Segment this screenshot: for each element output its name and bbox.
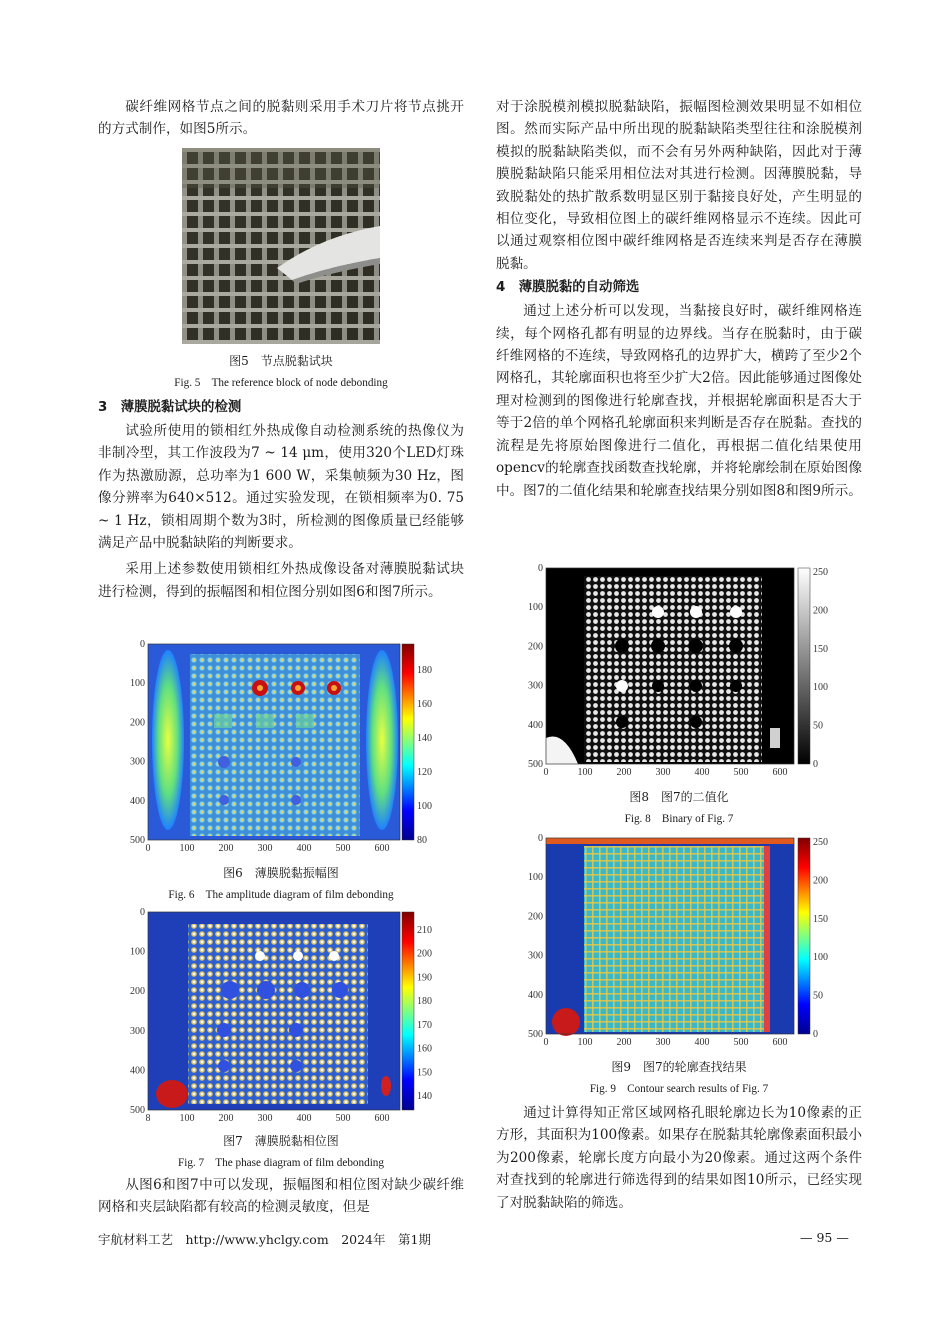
colorbar-tick-label: 100 xyxy=(417,801,432,812)
figure-7-phase-plot xyxy=(110,906,440,1126)
y-tick-label: 100 xyxy=(528,602,543,614)
colorbar-tick-label: 160 xyxy=(417,1043,432,1055)
x-tick-label: 600 xyxy=(374,1113,390,1124)
y-tick-label: 500 xyxy=(130,1105,145,1116)
y-tick-label: 100 xyxy=(528,872,543,884)
figure-9-caption-en: Fig. 9 Contour search results of Fig. 7 xyxy=(589,1083,769,1095)
x-tick-label: 0 xyxy=(543,1037,549,1048)
figure-7-caption-zh: 图7 薄膜脱黏相位图 xyxy=(223,1134,339,1148)
x-tick-label: 0 xyxy=(543,767,549,778)
x-tick-label: 400 xyxy=(694,1037,710,1048)
figure-7-caption-en: Fig. 7 The phase diagram of film debonding xyxy=(178,1157,384,1169)
colorbar-tick-label: 120 xyxy=(417,767,432,778)
paragraph: 采用上述参数使用锁相红外热成像设备对薄膜脱黏试块进行检测，得到的振幅图和相位图分别如图6和图7所示。 xyxy=(98,561,464,600)
colorbar-tick-label: 140 xyxy=(417,733,432,744)
x-tick-label: 200 xyxy=(616,1037,632,1048)
y-tick-label: 200 xyxy=(528,911,543,923)
figure-6-caption-en: Fig. 6 The amplitude diagram of film debonding xyxy=(168,889,394,901)
x-tick-label: 100 xyxy=(577,767,593,778)
figure-5-photo xyxy=(182,148,380,344)
x-tick-label: 100 xyxy=(179,843,195,854)
x-tick-label: 200 xyxy=(218,1113,234,1124)
y-tick-label: 300 xyxy=(528,950,543,962)
left-column xyxy=(98,96,464,141)
y-tick-label: 200 xyxy=(130,717,145,729)
colorbar-tick-label: 100 xyxy=(813,952,828,964)
y-tick-label: 300 xyxy=(130,1025,145,1037)
figure-5-caption-zh: 图5 节点脱黏试块 xyxy=(229,354,333,368)
figure-9-contour-plot xyxy=(508,832,838,1050)
y-tick-label: 100 xyxy=(130,678,145,690)
x-tick-label: 500 xyxy=(733,1037,749,1048)
figure-6-amplitude-plot xyxy=(110,640,440,856)
y-tick-label: 0 xyxy=(140,907,145,918)
colorbar-tick-label: 140 xyxy=(417,1091,432,1102)
x-tick-label: 300 xyxy=(655,767,671,778)
y-tick-label: 200 xyxy=(528,641,543,653)
y-tick-label: 400 xyxy=(528,989,543,1001)
colorbar-tick-label: 200 xyxy=(813,605,828,617)
y-tick-label: 300 xyxy=(528,680,543,692)
paragraph: 碳纤维网格节点之间的脱黏则采用手术刀片将节点挑开的方式制作，如图5所示。 xyxy=(98,99,464,138)
paragraph: 试验所使用的锁相红外热成像自动检测系统的热像仪为非制冷型，其工作波段为7 ~ 14 μm，使用320个LED灯珠作为热激励源，总功率为1 600 W，采集帧频为30 Hz，图像分辨率为640×512。通过实验发现，在锁相频率为0. 75 ~ 1 Hz，锁相周期个数为3时，所检测的图像质量已经能够满足产品中脱黏缺陷的判断要求。 xyxy=(98,423,464,552)
journal-footer: 宇航材料工艺 http://www.yhclgy.com 2024年 第1期 xyxy=(98,1232,431,1247)
colorbar-tick-label: 200 xyxy=(813,875,828,887)
paragraph: 从图6和图7中可以发现，振幅图和相位图对缺少碳纤维网格和夹层缺陷都有较高的检测灵敏度，但是 xyxy=(98,1177,464,1216)
x-tick-label: 100 xyxy=(577,1037,593,1048)
figure-8-caption-en: Fig. 8 Binary of Fig. 7 xyxy=(624,813,734,825)
figure-6-caption-zh: 图6 薄膜脱黏振幅图 xyxy=(223,866,339,880)
y-tick-label: 0 xyxy=(538,833,543,844)
y-tick-label: 500 xyxy=(528,1029,543,1040)
x-tick-label: 600 xyxy=(772,1037,788,1048)
x-tick-label: 500 xyxy=(335,1113,351,1124)
x-tick-label: 400 xyxy=(296,843,312,854)
figure-9-caption-zh: 图9 图7的轮廓查找结果 xyxy=(611,1060,747,1074)
right-column xyxy=(496,96,862,502)
figure-8-caption-zh: 图8 图7的二值化 xyxy=(629,790,729,804)
colorbar-tick-label: 160 xyxy=(417,699,432,710)
colorbar-tick-label: 0 xyxy=(813,759,818,770)
y-tick-label: 500 xyxy=(130,835,145,846)
paragraph: 通过上述分析可以发现，当黏接良好时，碳纤维网格连续，每个网格孔都有明显的边界线。当存在脱黏时，由于碳纤维网格的不连续，导致网格孔的边界扩大，横跨了至少2个网格孔，其轮廓面积也将至少扩大2倍。因此能够通过图像处理对检测到的图像进行轮廓查找，并根据轮廓面积是否大于等于2倍的单个网格孔轮廓面积来判断是否存在脱黏。查找的流程是先将原始图像进行二值化，再根据二值化结果使用opencv的轮廓查找函数查找轮廓，并将轮廓绘制在原始图像中。图7的二值化结果和轮廓查找结果分别如图8和图9所示。 xyxy=(496,303,862,499)
colorbar-tick-label: 50 xyxy=(813,990,823,1002)
y-tick-label: 0 xyxy=(140,640,145,650)
y-tick-label: 200 xyxy=(130,986,145,998)
right-column-bottom xyxy=(496,1102,862,1214)
colorbar-tick-label: 50 xyxy=(813,720,823,732)
y-tick-label: 300 xyxy=(130,756,145,768)
x-tick-label: 0 xyxy=(145,843,151,854)
colorbar-tick-label: 180 xyxy=(417,996,432,1008)
section-4-heading: 4 薄膜脱黏的自动筛选 xyxy=(496,280,640,296)
colorbar-tick-label: 180 xyxy=(417,665,432,676)
colorbar-tick-label: 150 xyxy=(813,643,828,655)
colorbar-tick-label: 210 xyxy=(417,925,432,936)
paragraph: 通过计算得知正常区域网格孔眼轮廓边长为10像素的正方形，其面积为100像素。如果存在脱黏其轮廓像素面积最小为200像素，轮廓长度方向最小为20像素。通过这两个条件对查找到的轮廓进行筛选得到的结果如图10所示，已经实现了对脱黏缺陷的筛选。 xyxy=(496,1105,862,1211)
x-tick-label: 600 xyxy=(772,767,788,778)
colorbar-tick-label: 170 xyxy=(417,1019,432,1031)
x-tick-label: 8 xyxy=(145,1113,151,1124)
x-tick-label: 300 xyxy=(257,1113,273,1124)
section-3-heading: 3 薄膜脱黏试块的检测 xyxy=(98,400,242,415)
x-tick-label: 500 xyxy=(733,767,749,778)
x-tick-label: 300 xyxy=(655,1037,671,1048)
x-tick-label: 400 xyxy=(694,767,710,778)
x-tick-label: 300 xyxy=(257,843,273,854)
page-number: — 95 — xyxy=(800,1230,849,1245)
y-tick-label: 400 xyxy=(130,1065,145,1077)
x-tick-label: 100 xyxy=(179,1113,195,1124)
colorbar-tick-label: 80 xyxy=(417,835,427,846)
x-tick-label: 400 xyxy=(296,1113,312,1124)
x-tick-label: 500 xyxy=(335,843,351,854)
paragraph: 对于涂脱模剂模拟脱黏缺陷，振幅图检测效果明显不如相位图。然而实际产品中所出现的脱黏缺陷类型往往和涂脱模剂模拟的脱黏缺陷类似，而不会有另外两种缺陷，因此对于薄膜脱黏缺陷只能采用相位法对其进行检测。因薄膜脱黏，导致脱黏处的热扩散系数明显区别于黏接良好处，产生明显的相位变化，导致相位图上的碳纤维网格显示不连续。因此可以通过观察相位图中碳纤维网格是否连续来判是否存在薄膜脱黏。 xyxy=(496,99,862,272)
colorbar-tick-label: 0 xyxy=(813,1029,818,1040)
colorbar-tick-label: 150 xyxy=(417,1067,432,1079)
left-column-section3 xyxy=(98,397,464,603)
x-tick-label: 600 xyxy=(374,843,390,854)
colorbar-tick-label: 200 xyxy=(417,948,432,960)
figure-5-caption-en: Fig. 5 The reference block of node debonding xyxy=(174,377,388,389)
colorbar-tick-label: 100 xyxy=(813,682,828,694)
left-column-bottom xyxy=(98,1174,464,1219)
y-tick-label: 0 xyxy=(538,563,543,574)
y-tick-label: 500 xyxy=(528,759,543,770)
colorbar-tick-label: 190 xyxy=(417,972,432,984)
y-tick-label: 100 xyxy=(130,946,145,958)
colorbar-tick-label: 250 xyxy=(813,567,828,578)
mesh-photo-image xyxy=(182,148,380,344)
x-tick-label: 200 xyxy=(616,767,632,778)
y-tick-label: 400 xyxy=(528,719,543,731)
x-tick-label: 200 xyxy=(218,843,234,854)
figure-8-binary-plot xyxy=(508,562,838,782)
y-tick-label: 400 xyxy=(130,795,145,807)
colorbar-tick-label: 250 xyxy=(813,837,828,848)
colorbar-tick-label: 150 xyxy=(813,913,828,925)
